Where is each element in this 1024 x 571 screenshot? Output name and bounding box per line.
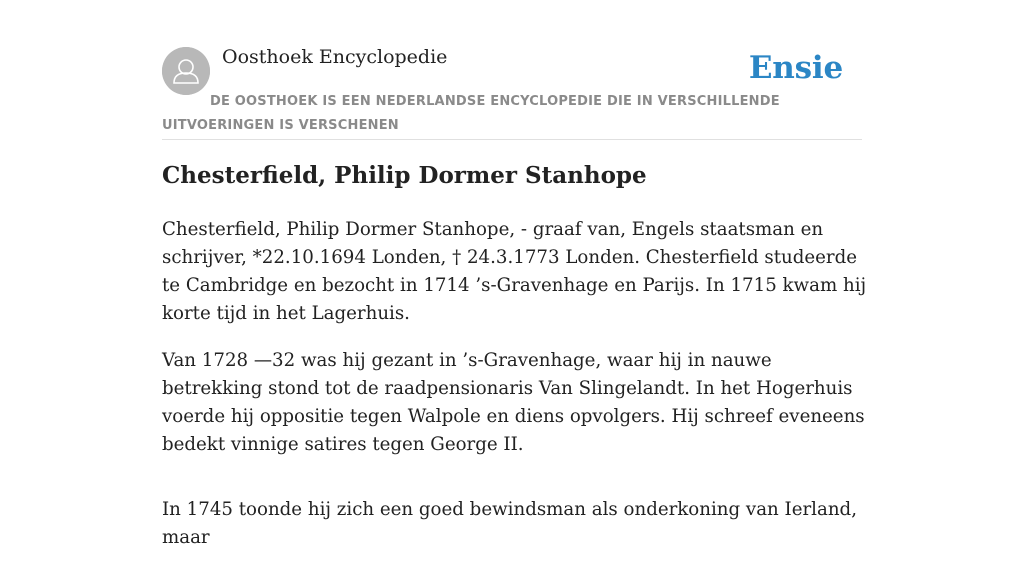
ensie-logo[interactable]: Ensie [748,50,843,86]
page-title: Chesterfield, Philip Dormer Stanhope [162,162,647,189]
site-name-link[interactable]: Oosthoek Encyclopedie [222,46,448,68]
article-body [162,216,872,571]
article-paragraph: Chesterfield, Philip Dormer Stanhope, - graaf van, Engels staatsman en schrijver, *22.10.1694 Londen, † 24.3.1773 Londen. Chesterfield studeerde te Cambridge en bezocht in 1714 ’s-Gravenhage en Parijs. In 1715 kwam hij korte tijd in het Lagerhuis. [162,219,867,324]
user-icon[interactable] [162,47,210,95]
site-tagline: DE OOSTHOEK IS EEN NEDERLANDSE ENCYCLOPEDIE DIE IN VERSCHILLENDE UITVOERINGEN IS VERSCHENEN [162,94,780,133]
header-divider [162,139,862,140]
article-paragraph: In 1745 toonde hij zich een goed bewindsman als onderkoning van Ierland, maar [162,499,857,548]
article-paragraph: Van 1728 —32 was hij gezant in ’s-Gravenhage, waar hij in nauwe betrekking stond tot de raadpensionaris Van Slingelandt. In het Hogerhuis voerde hij oppositie tegen Walpole en diens opvolgers. Hij schreef eveneens bedekt vinnige satires tegen George II. [162,350,865,455]
page [162,0,867,548]
